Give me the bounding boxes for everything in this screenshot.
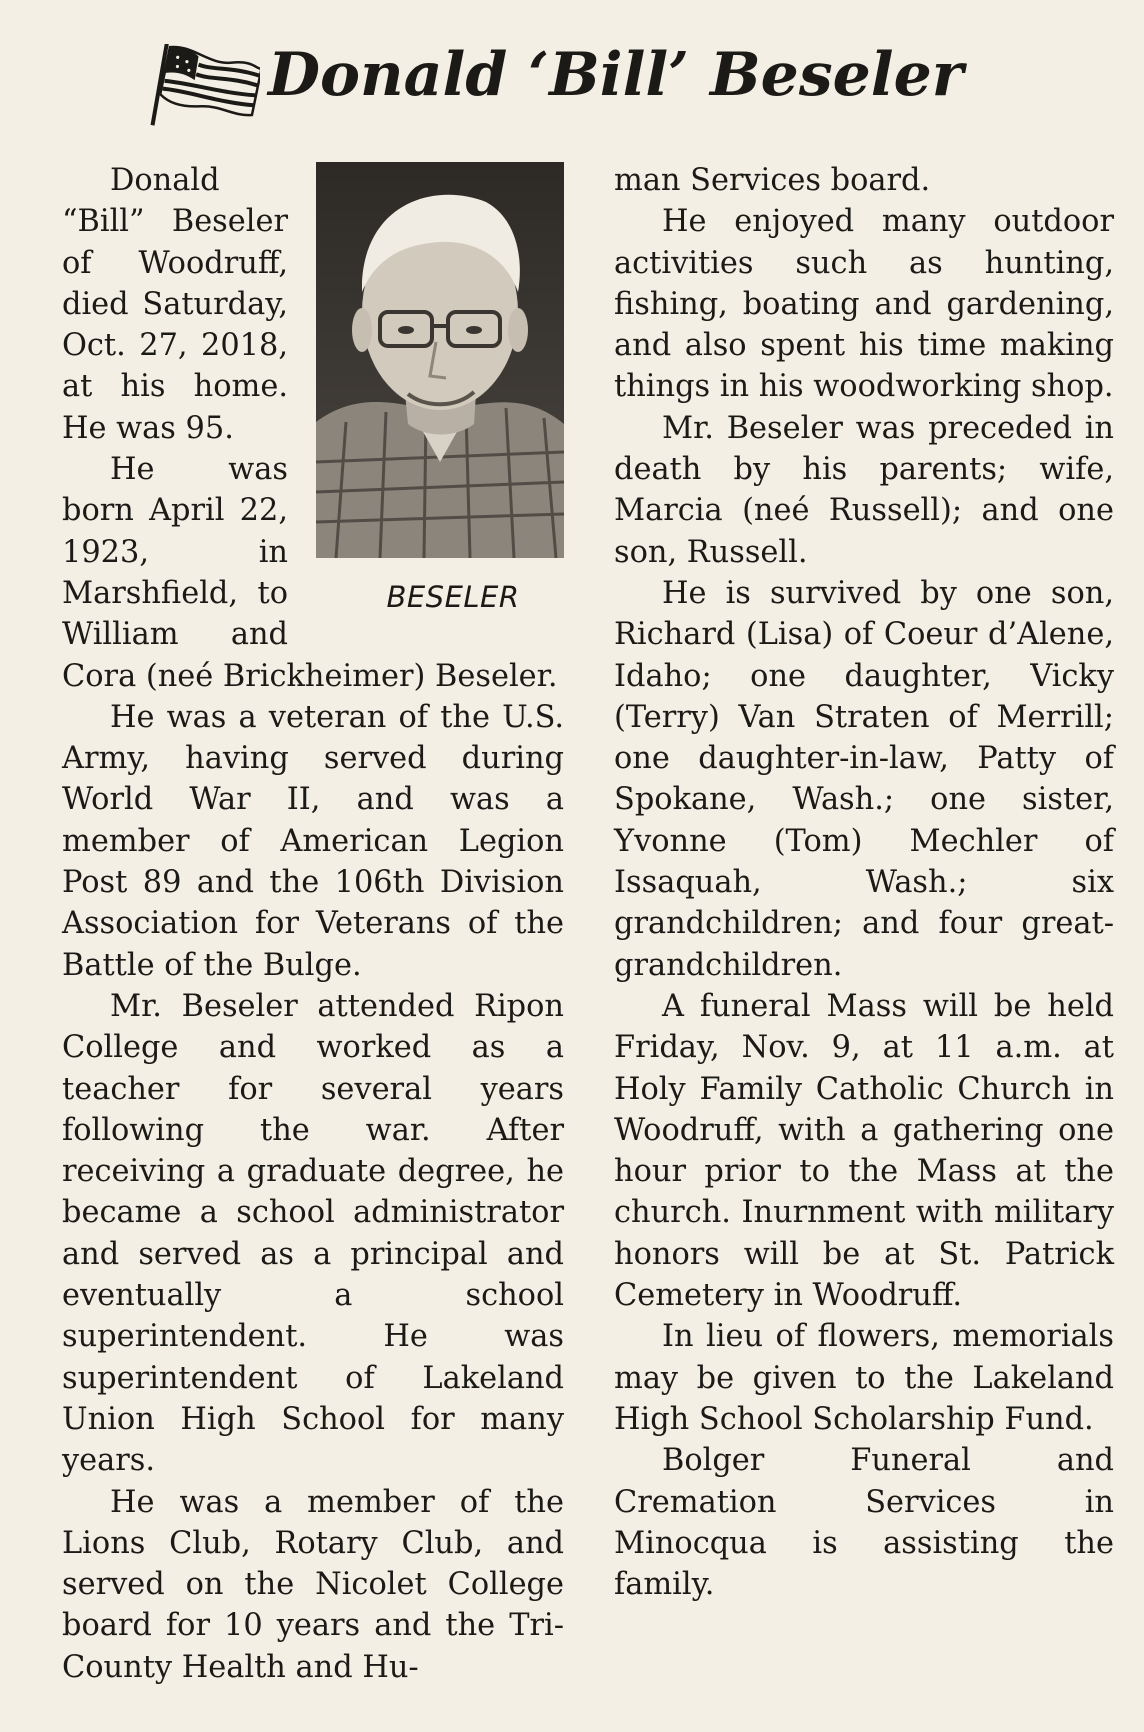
paragraph-funeral-home: Bolger Funeral and Cremation Services in Minocqua is assisting the family. <box>614 1443 1114 1603</box>
paragraph-intro: Donald “Bill” Beseler of Woodruff, died Saturday, Oct. 27, 2018, at his home. He was 95. <box>62 163 288 446</box>
photo-block <box>302 162 564 614</box>
portrait-image <box>316 162 564 558</box>
paragraph-continuation: man Services board. <box>614 163 931 198</box>
paragraph-military: He was a veteran of the U.S. Army, having served during World War II, and was a member of American Legion Post 89 and the 106th Division Association for Veterans of the Battle of the Bulge. <box>62 699 564 983</box>
paragraph-survived: He is survived by one son, Richard (Lisa) of Coeur d’Alene, Idaho; one daughter, Vicky (Terry) Van Straten of Merrill; one daughter-in-law, Patty of Spokane, Wash.; one sister, Yvonne (Tom) Mechler of Issaquah, Wash.; six grandchildren; and four great-grandchildren. <box>614 575 1114 983</box>
right-column <box>614 160 1114 1605</box>
obituary-title: Donald ‘Bill’ Beseler <box>268 40 964 110</box>
paragraph-hobbies: He enjoyed many outdoor activities such as hunting, fishing, boating and gardening, and also spent his time making things in his woodworking shop. <box>614 204 1114 405</box>
left-column <box>62 160 564 1688</box>
paragraph-preceded: Mr. Beseler was preceded in death by his parents; wife, Marcia (neé Russell); and one son, Russell. <box>614 410 1114 570</box>
paragraph-memorials: In lieu of flowers, memorials may be given to the Lakeland High School Scholarship Fund. <box>614 1319 1114 1437</box>
portrait-photo <box>316 162 564 558</box>
paragraph-career: Mr. Beseler attended Ripon College and worked as a teacher for several years following the war. After receiving a graduate degree, he became a school administrator and served as a principal and eventually a school superintendent. He was superintendent of Lakeland Union High School for many years. <box>62 988 564 1479</box>
paragraph-birth: He was born April 22, 1923, in Marshfield, to William and Cora (neé Brickheimer) Beseler. <box>62 452 558 694</box>
obituary-header <box>0 28 1144 138</box>
photo-caption: BESELER <box>386 580 520 614</box>
paragraph-memberships: He was a member of the Lions Club, Rotary Club, and served on the Nicolet College board for 10 years and the Tri-County Health and Hu- <box>62 1484 564 1685</box>
american-flag-icon <box>142 44 260 140</box>
paragraph-funeral: A funeral Mass will be held Friday, Nov. 9, at 11 a.m. at Holy Family Catholic Church in Woodruff, with a gathering one hour prior to the Mass at the church. Inurnment with military honors will be at St. Patrick Cemetery in Woodruff. <box>614 988 1114 1314</box>
